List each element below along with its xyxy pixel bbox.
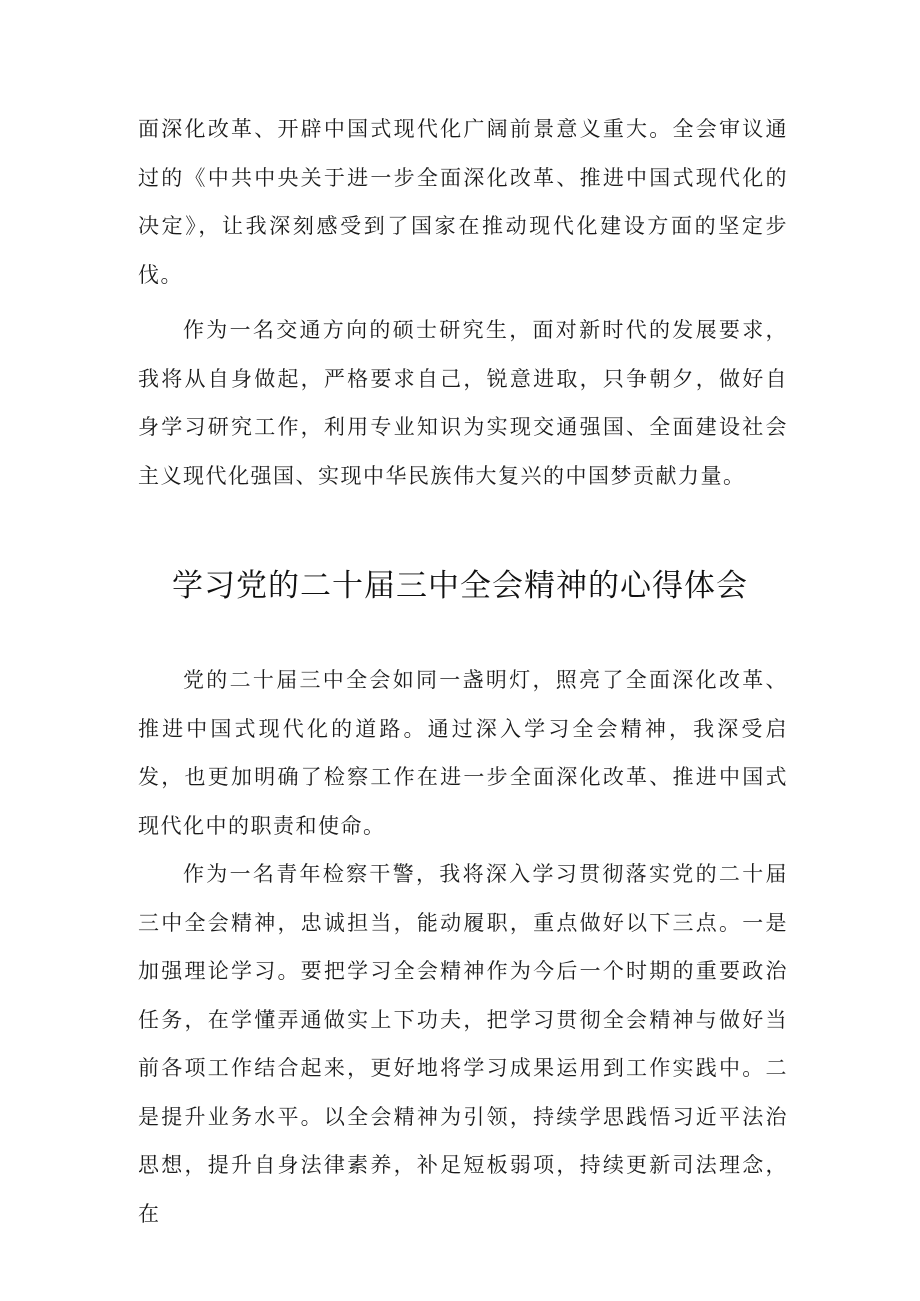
article-title: 学习党的二十届三中全会精神的心得体会	[172, 568, 748, 604]
paragraph-plenary-intro: 党的二十届三中全会如同一盏明灯，照亮了全面深化改革、推进中国式现代化的道路。通过深入学习全会精神，我深受启发，也更加明确了检察工作在进一步全面深化改革、推进中国式现代化中的职责和使命。	[138, 668, 788, 838]
paragraph-continued: 面深化改革、开辟中国式现代化广阔前景意义重大。全会审议通过的《中共中央关于进一步全面深化改革、推进中国式现代化的决定》，让我深刻感受到了国家在推动现代化建设方面的坚定步伐。	[138, 117, 788, 287]
paragraph-prosecutor: 作为一名青年检察干警，我将深入学习贯彻落实党的二十届三中全会精神，忠诚担当，能动履职，重点做好以下三点。一是加强理论学习。要把学习全会精神作为今后一个时期的重要政治任务，在学懂弄通做实上下功夫，把学习贯彻全会精神与做好当前各项工作结合起来，更好地将学习成果运用到工作实践中。二是提升业务水平。以全会精神为引领，持续学思践悟习近平法治思想，提升自身法律素养，补足短板弱项，持续更新司法理念，在	[138, 862, 788, 1226]
paragraph-graduate-student: 作为一名交通方向的硕士研究生，面对新时代的发展要求，我将从自身做起，严格要求自己，锐意进取，只争朝夕，做好自身学习研究工作，利用专业知识为实现交通强国、全面建设社会主义现代化强国、实现中华民族伟大复兴的中国梦贡献力量。	[138, 318, 788, 488]
